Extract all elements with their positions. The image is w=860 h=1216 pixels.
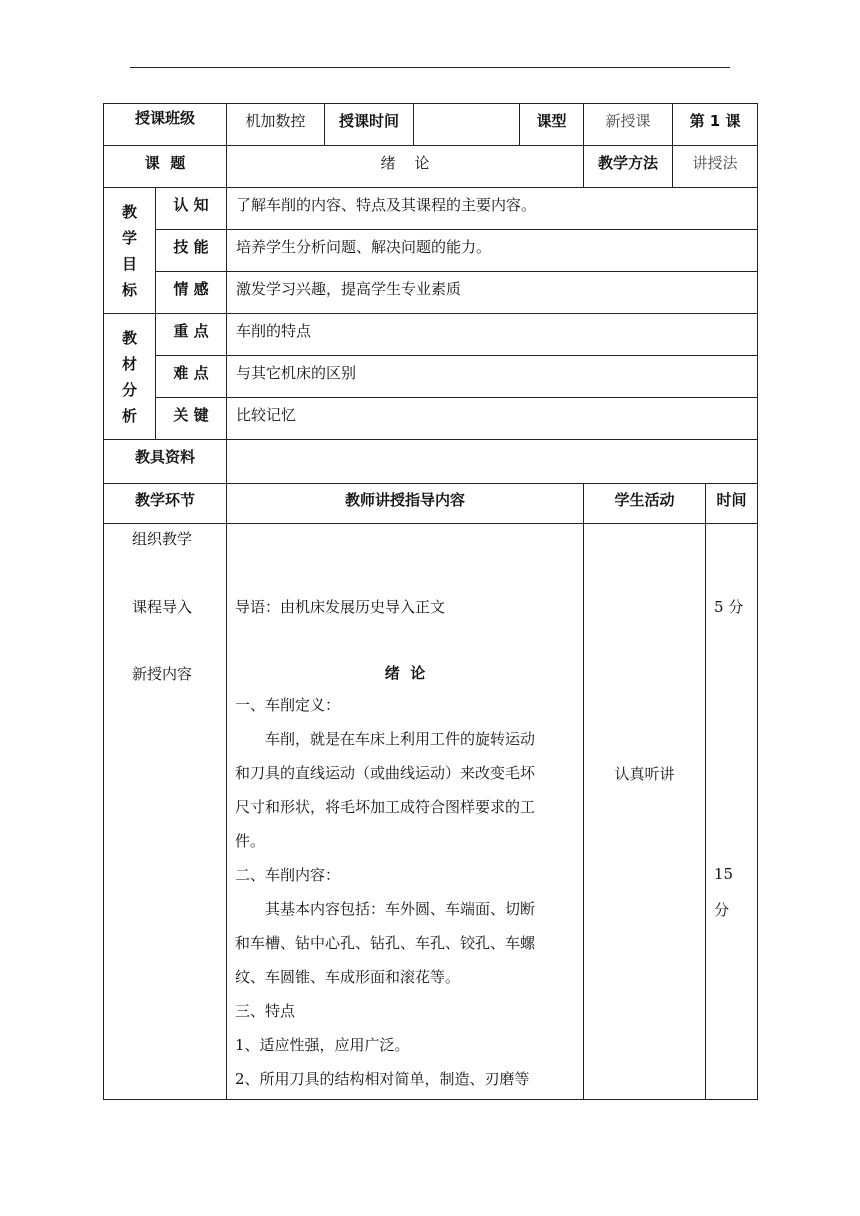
stage-column-header: 教学环节 (104, 484, 227, 524)
lesson-number: 第 1 课 (673, 104, 758, 146)
time-main-unit: 分 (714, 901, 730, 919)
content-cell (227, 524, 584, 1100)
analysis-label: 难 点 (156, 356, 227, 398)
method-label: 教学方法 (584, 146, 673, 188)
column-header-row (104, 484, 758, 524)
goal-row-cognition (104, 188, 758, 230)
lesson-plan-table (103, 103, 758, 1100)
header-row (104, 104, 758, 146)
time-value (414, 104, 520, 146)
type-label: 课型 (520, 104, 584, 146)
student-column-header: 学生活动 (584, 484, 706, 524)
materials-label: 教具资料 (104, 440, 227, 484)
content-line: 件。 (235, 832, 266, 850)
analysis-row-key (104, 398, 758, 440)
analysis-text: 与其它机床的区别 (227, 356, 758, 398)
content-line: 其基本内容包括：车外圆、车端面、切断 (265, 900, 536, 918)
goals-group-label: 教 学 目 标 (104, 188, 156, 314)
analysis-label: 关 键 (156, 398, 227, 440)
student-activity: 认真听讲 (614, 765, 675, 783)
analysis-label: 重 点 (156, 314, 227, 356)
content-line: 三、特点 (235, 1002, 296, 1020)
analysis-group-label: 教 材 分 析 (104, 314, 156, 440)
stage-item: 课程导入 (132, 598, 193, 616)
goal-row-emotion (104, 272, 758, 314)
content-line: 二、车削内容： (235, 866, 341, 884)
goal-row-skill (104, 230, 758, 272)
time-intro: 5 分 (714, 598, 744, 616)
analysis-text: 比较记忆 (227, 398, 758, 440)
time-main-number: 15 (714, 865, 734, 883)
class-label: 授课班级 (104, 104, 227, 146)
stage-cell (104, 524, 227, 1100)
time-label: 授课时间 (325, 104, 414, 146)
topic-row (104, 146, 758, 188)
lesson-body-row (104, 524, 758, 1100)
content-line: 一、车削定义： (235, 696, 341, 714)
content-line: 1、适应性强，应用广泛。 (235, 1036, 410, 1054)
time-cell (706, 524, 758, 1100)
goal-text: 了解车削的内容、特点及其课程的主要内容。 (227, 188, 758, 230)
content-lines (235, 688, 579, 1096)
goal-label: 认 知 (156, 188, 227, 230)
materials-value (227, 440, 758, 484)
content-line: 尺寸和形状，将毛坏加工成符合图样要求的工 (235, 798, 536, 816)
topic-value: 绪 论 (227, 146, 584, 188)
goal-label: 技 能 (156, 230, 227, 272)
header-rule (130, 67, 730, 68)
content-line: 2、所用刀具的结构相对简单，制造、刃磨等 (235, 1070, 530, 1088)
analysis-row-difficulty (104, 356, 758, 398)
stage-item: 新授内容 (132, 665, 193, 683)
stage-item: 组织教学 (132, 530, 193, 548)
time-column-header: 时间 (706, 484, 758, 524)
method-value: 讲授法 (673, 146, 758, 188)
goal-label: 情 感 (156, 272, 227, 314)
materials-row (104, 440, 758, 484)
goal-text: 激发学习兴趣，提高学生专业素质 (227, 272, 758, 314)
content-line: 纹、车圆锥、车成形面和滚花等。 (235, 968, 461, 986)
topic-label: 课 题 (104, 146, 227, 188)
analysis-text: 车削的特点 (227, 314, 758, 356)
content-line: 车削，就是在车床上利用工件的旋转运动 (265, 730, 536, 748)
analysis-row-key-point (104, 314, 758, 356)
content-line: 和车槽、钻中心孔、钻孔、车孔、铰孔、车螺 (235, 934, 536, 952)
type-value: 新授课 (584, 104, 673, 146)
section-heading: 绪 论 (384, 664, 426, 682)
student-activity-cell (584, 524, 706, 1100)
intro-text: 导语：由机床发展历史导入正文 (235, 598, 446, 616)
class-value: 机加数控 (227, 104, 325, 146)
content-line: 和刀具的直线运动（或曲线运动）来改变毛坏 (235, 764, 536, 782)
content-column-header: 教师讲授指导内容 (227, 484, 584, 524)
goal-text: 培养学生分析问题、解决问题的能力。 (227, 230, 758, 272)
